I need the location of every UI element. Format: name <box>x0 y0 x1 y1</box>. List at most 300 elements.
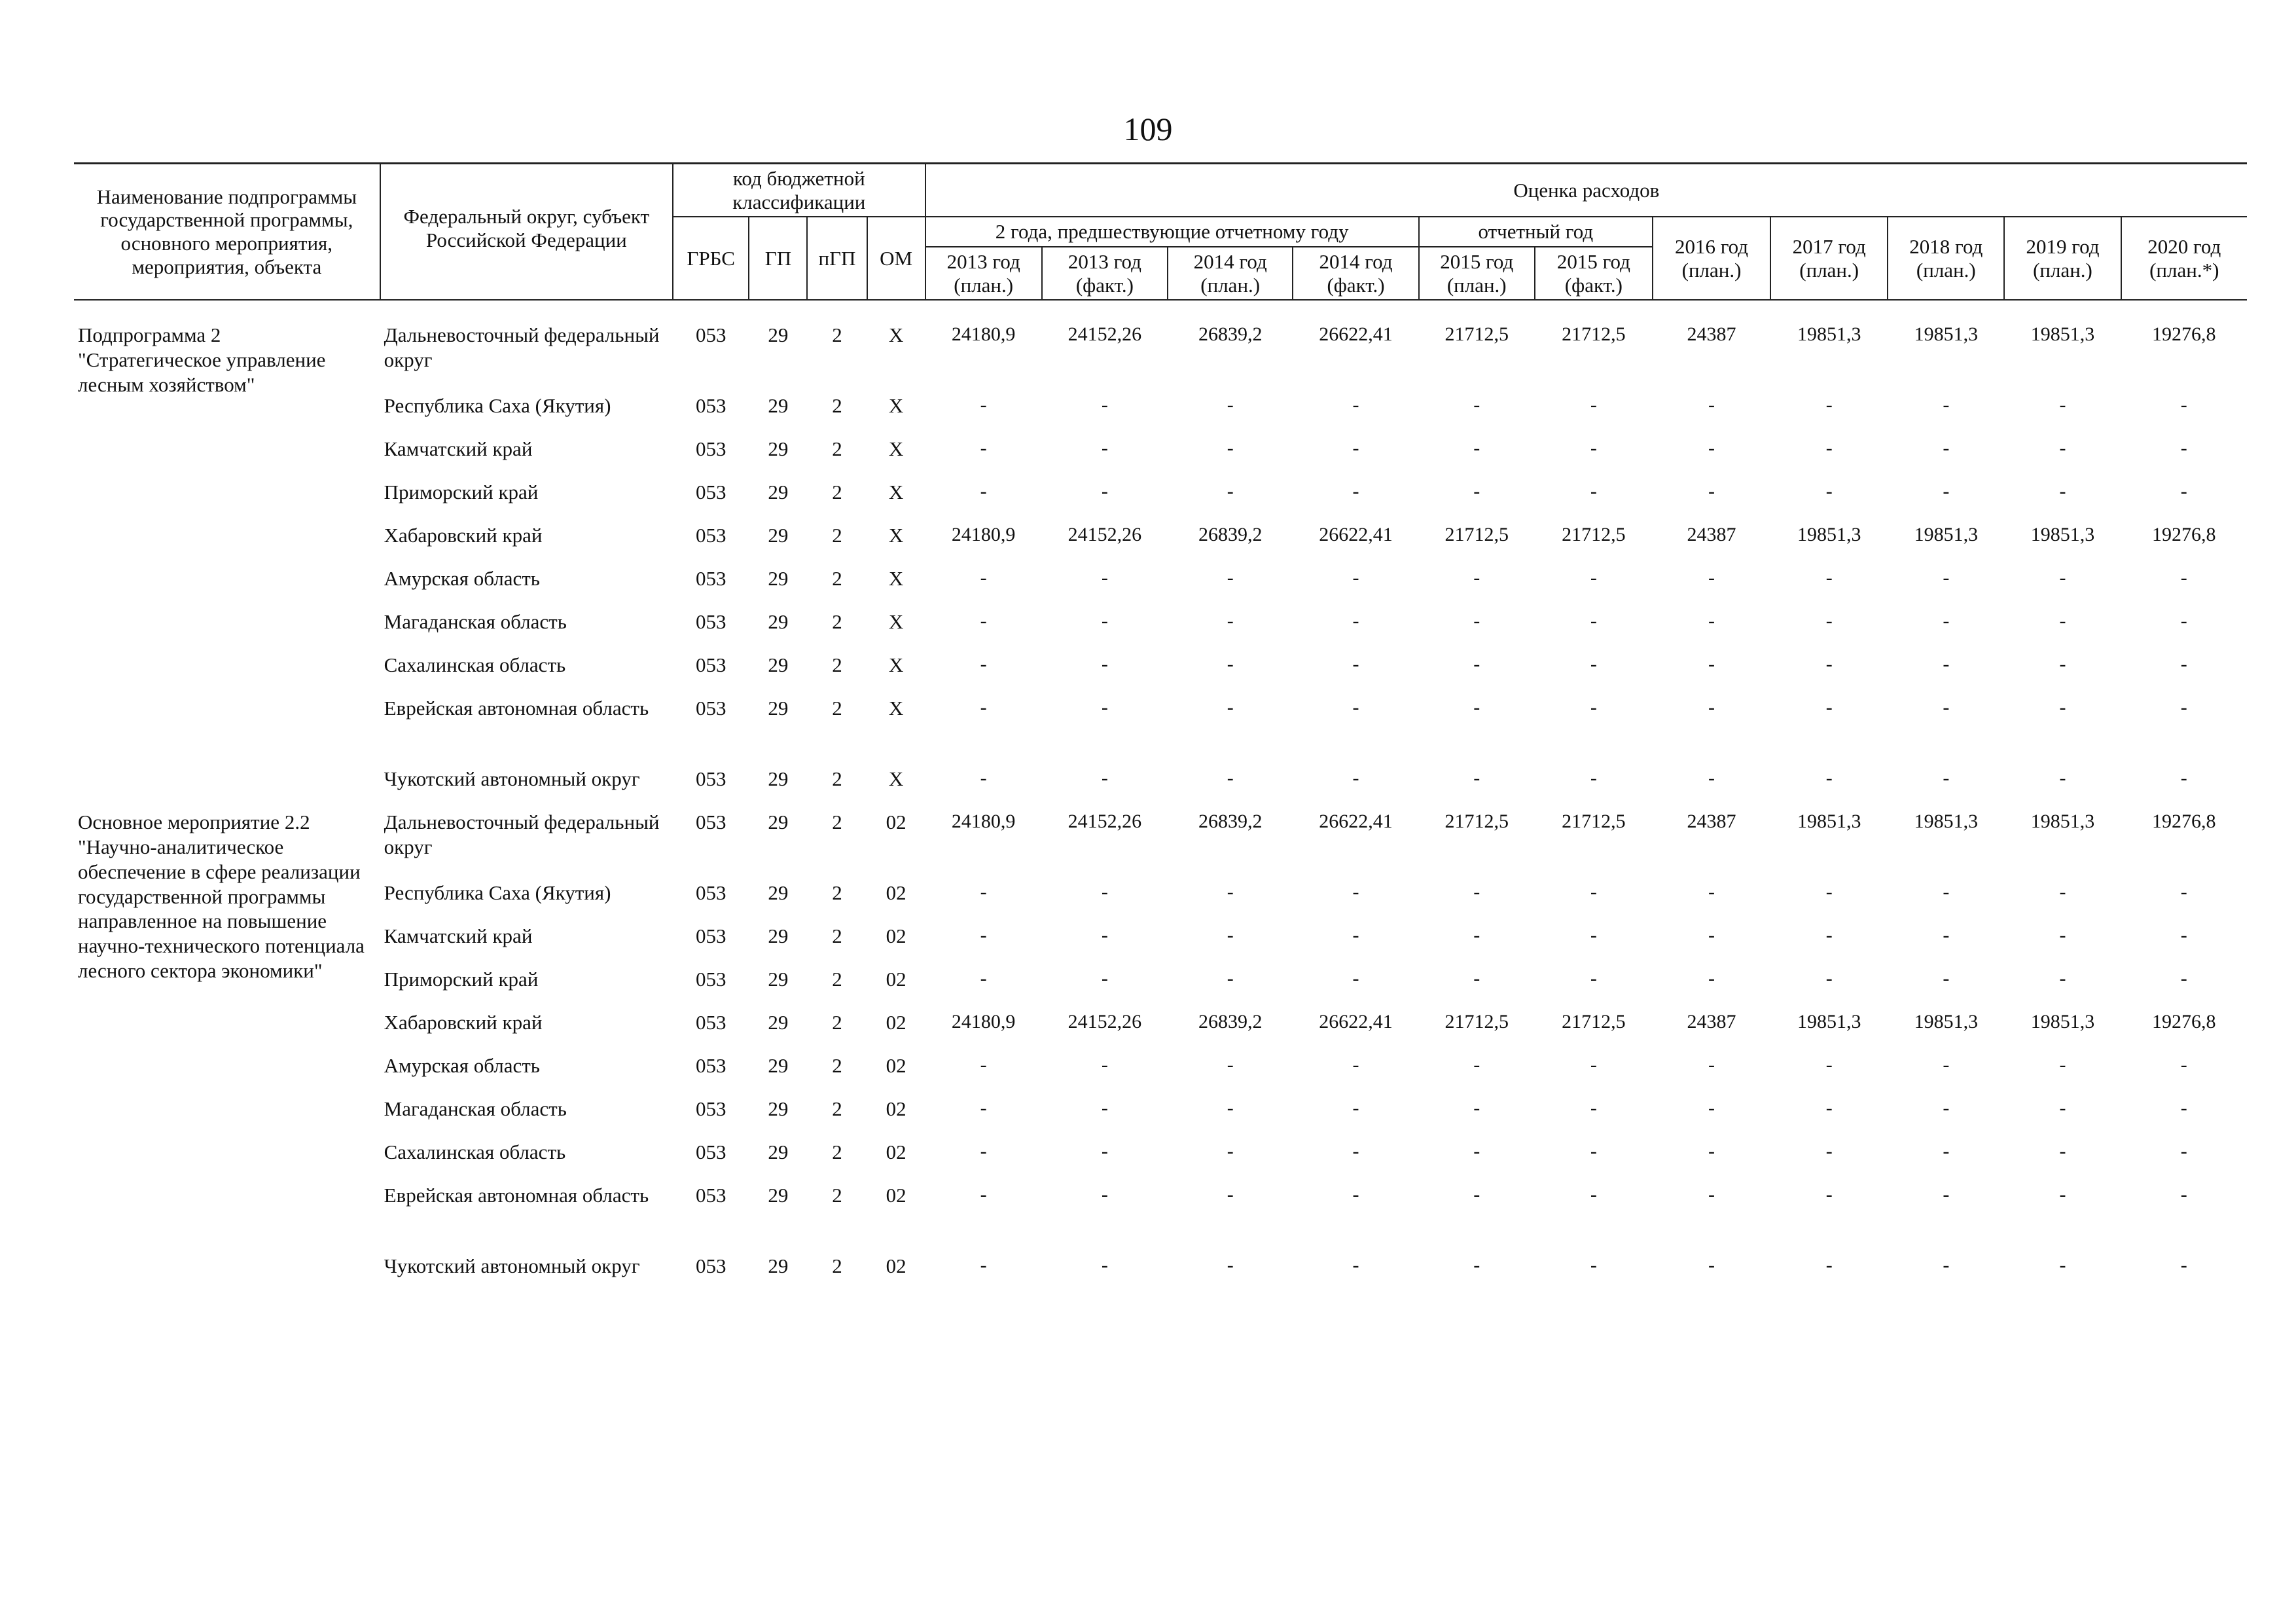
value-cell: - <box>1825 924 1833 947</box>
code-gp-cell: 29 <box>768 697 789 720</box>
value-cell: - <box>1473 1254 1480 1277</box>
value-cell: - <box>2059 1254 2066 1277</box>
value-cell: - <box>1227 394 1234 416</box>
value-cell: 24180,9 <box>951 323 1016 346</box>
value-cell: - <box>1352 567 1359 589</box>
table-row <box>74 878 2247 921</box>
value-cell: 26839,2 <box>1198 811 1263 833</box>
header-estimate-group: Оценка расходов <box>925 164 2247 217</box>
code-grbs-cell: 053 <box>695 567 726 591</box>
code-om-cell: 02 <box>886 811 906 834</box>
expenditure-table <box>74 162 2247 1294</box>
value-cell: - <box>1101 1054 1108 1076</box>
value-cell: - <box>1101 437 1108 460</box>
value-cell: - <box>1825 1184 1833 1206</box>
value-cell: - <box>2059 567 2066 589</box>
code-om-cell: 02 <box>886 1097 906 1121</box>
code-pgp-cell: 2 <box>832 767 842 791</box>
header-code-pgp: пГП <box>807 217 867 300</box>
value-cell: - <box>1825 697 1833 719</box>
value-cell: - <box>1708 1097 1715 1120</box>
code-om-cell: Х <box>888 524 904 547</box>
code-gp-cell: 29 <box>768 653 789 677</box>
code-gp-cell: 29 <box>768 437 789 461</box>
value-cell: - <box>1708 653 1715 676</box>
value-cell: - <box>1943 481 1950 503</box>
value-cell: - <box>1352 1140 1359 1163</box>
value-cell: - <box>1473 881 1480 903</box>
value-cell: - <box>1227 1254 1234 1277</box>
region-cell: Сахалинская область <box>384 1140 566 1164</box>
value-cell: - <box>1943 437 1950 460</box>
value-cell: - <box>980 1097 987 1120</box>
code-gp-cell: 29 <box>768 1254 789 1278</box>
value-cell: - <box>1473 767 1480 790</box>
value-cell: - <box>1227 610 1234 632</box>
code-om-cell: 02 <box>886 1140 906 1164</box>
code-om-cell: Х <box>888 697 904 720</box>
value-cell: - <box>1352 437 1359 460</box>
value-cell: - <box>1825 881 1833 903</box>
value-cell: - <box>980 924 987 947</box>
value-cell: 24152,26 <box>1067 811 1142 833</box>
value-cell: 24152,26 <box>1067 323 1142 346</box>
value-cell: - <box>980 1184 987 1206</box>
code-pgp-cell: 2 <box>832 323 842 347</box>
value-cell: - <box>1473 610 1480 632</box>
value-cell: - <box>1943 653 1950 676</box>
value-cell: - <box>1943 697 1950 719</box>
value-cell: - <box>980 1254 987 1277</box>
code-pgp-cell: 2 <box>832 610 842 634</box>
header-code-om: ОМ <box>867 217 925 300</box>
value-cell: - <box>2059 1097 2066 1120</box>
header-year-2017: 2017 год (план.) <box>1770 217 1888 300</box>
value-cell: - <box>1825 1097 1833 1120</box>
value-cell: - <box>980 881 987 903</box>
table-row <box>74 650 2247 693</box>
code-grbs-cell: 053 <box>695 968 726 991</box>
value-cell: - <box>1825 394 1833 416</box>
value-cell: - <box>1590 1184 1597 1206</box>
value-cell: - <box>2059 1054 2066 1076</box>
code-gp-cell: 29 <box>768 881 789 905</box>
value-cell: 21712,5 <box>1444 524 1509 546</box>
value-cell: - <box>1101 767 1108 790</box>
table-row <box>74 693 2247 764</box>
value-cell: - <box>1590 924 1597 947</box>
region-cell: Чукотский автономный округ <box>384 767 640 791</box>
value-cell: - <box>1590 881 1597 903</box>
value-cell: - <box>1473 1184 1480 1206</box>
value-cell: - <box>1227 924 1234 947</box>
value-cell: - <box>1227 567 1234 589</box>
value-cell: - <box>1101 697 1108 719</box>
header-year-2018: 2018 год (план.) <box>1888 217 2004 300</box>
code-grbs-cell: 053 <box>695 1054 726 1078</box>
value-cell: - <box>2059 924 2066 947</box>
value-cell: 26622,41 <box>1319 1011 1393 1033</box>
value-cell: - <box>1590 767 1597 790</box>
region-cell: Хабаровский край <box>384 524 543 547</box>
code-grbs-cell: 053 <box>695 881 726 905</box>
value-cell: - <box>980 968 987 990</box>
header-year-2013-plan: 2013 год (план.) <box>925 247 1042 300</box>
value-cell: 19851,3 <box>1797 811 1861 833</box>
code-grbs-cell: 053 <box>695 1011 726 1034</box>
value-cell: - <box>1227 1097 1234 1120</box>
value-cell: - <box>1708 767 1715 790</box>
header-year-2013-fact: 2013 год (факт.) <box>1042 247 1168 300</box>
value-cell: - <box>2059 697 2066 719</box>
table-row <box>74 1251 2247 1294</box>
value-cell: - <box>1352 610 1359 632</box>
region-cell: Республика Саха (Якутия) <box>384 394 611 418</box>
value-cell: - <box>1590 1054 1597 1076</box>
code-pgp-cell: 2 <box>832 697 842 720</box>
table-row <box>74 320 2247 391</box>
code-gp-cell: 29 <box>768 567 789 591</box>
code-grbs-cell: 053 <box>695 1254 726 1278</box>
value-cell: - <box>1943 881 1950 903</box>
header-region-column: Федеральный округ, субъект Российской Федерации <box>380 164 673 301</box>
value-cell: - <box>1473 653 1480 676</box>
header-code-group: код бюджетной классификации <box>673 164 925 217</box>
value-cell: - <box>2180 567 2187 589</box>
code-gp-cell: 29 <box>768 1054 789 1078</box>
region-cell: Приморский край <box>384 481 539 504</box>
header-year-2014-plan: 2014 год (план.) <box>1168 247 1293 300</box>
value-cell: - <box>1708 1254 1715 1277</box>
code-om-cell: Х <box>888 437 904 461</box>
value-cell: - <box>980 697 987 719</box>
code-pgp-cell: 2 <box>832 968 842 991</box>
value-cell: 26839,2 <box>1198 323 1263 346</box>
code-grbs-cell: 053 <box>695 437 726 461</box>
value-cell: - <box>2059 767 2066 790</box>
code-grbs-cell: 053 <box>695 610 726 634</box>
value-cell: - <box>1101 481 1108 503</box>
value-cell: - <box>1352 1097 1359 1120</box>
code-om-cell: Х <box>888 767 904 791</box>
value-cell: - <box>1101 567 1108 589</box>
code-grbs-cell: 053 <box>695 1184 726 1207</box>
value-cell: - <box>1590 394 1597 416</box>
code-gp-cell: 29 <box>768 924 789 948</box>
value-cell: - <box>1708 567 1715 589</box>
table-body <box>74 300 2247 1294</box>
value-cell: - <box>1943 1097 1950 1120</box>
value-cell: 21712,5 <box>1562 1011 1626 1033</box>
code-om-cell: Х <box>888 610 904 634</box>
header-prev-years: 2 года, предшествующие отчетному году <box>925 217 1419 247</box>
value-cell: - <box>1943 924 1950 947</box>
value-cell: - <box>1227 437 1234 460</box>
value-cell: - <box>1101 924 1108 947</box>
header-year-2020: 2020 год (план.*) <box>2121 217 2247 300</box>
value-cell: 24180,9 <box>951 524 1016 546</box>
region-cell: Камчатский край <box>384 437 533 461</box>
value-cell: - <box>1943 968 1950 990</box>
code-pgp-cell: 2 <box>832 1097 842 1121</box>
value-cell: 21712,5 <box>1562 524 1626 546</box>
value-cell: - <box>1101 394 1108 416</box>
value-cell: - <box>1590 697 1597 719</box>
value-cell: - <box>1825 1140 1833 1163</box>
code-grbs-cell: 053 <box>695 767 726 791</box>
value-cell: - <box>2059 610 2066 632</box>
value-cell: - <box>2180 1140 2187 1163</box>
code-grbs-cell: 053 <box>695 811 726 834</box>
code-pgp-cell: 2 <box>832 394 842 418</box>
value-cell: - <box>1227 1184 1234 1206</box>
header-year-2019: 2019 год (план.) <box>2004 217 2121 300</box>
value-cell: - <box>1227 481 1234 503</box>
value-cell: - <box>1101 968 1108 990</box>
value-cell: - <box>1227 653 1234 676</box>
value-cell: - <box>980 481 987 503</box>
program-name-cell: Основное мероприятие 2.2 "Научно-аналитическое обеспечение в сфере реализации государственной программы направленное на повышение научно-технического потенциала лесного сектора экономики" <box>78 811 365 983</box>
region-cell: Дальневосточный федеральный округ <box>384 811 660 859</box>
value-cell: - <box>1227 697 1234 719</box>
code-gp-cell: 29 <box>768 1011 789 1034</box>
value-cell: - <box>1352 697 1359 719</box>
value-cell: - <box>2180 968 2187 990</box>
value-cell: - <box>1943 767 1950 790</box>
header-report-year: отчетный год <box>1419 217 1653 247</box>
value-cell: - <box>1101 1140 1108 1163</box>
value-cell: 19851,3 <box>1914 811 1979 833</box>
code-pgp-cell: 2 <box>832 567 842 591</box>
code-gp-cell: 29 <box>768 394 789 418</box>
code-gp-cell: 29 <box>768 1140 789 1164</box>
code-pgp-cell: 2 <box>832 524 842 547</box>
value-cell: - <box>1352 653 1359 676</box>
code-gp-cell: 29 <box>768 524 789 547</box>
value-cell: - <box>980 437 987 460</box>
value-cell: - <box>1352 924 1359 947</box>
value-cell: - <box>980 1140 987 1163</box>
code-om-cell: Х <box>888 481 904 504</box>
code-om-cell: Х <box>888 394 904 418</box>
value-cell: 26622,41 <box>1319 323 1393 346</box>
code-om-cell: 02 <box>886 1184 906 1207</box>
value-cell: - <box>2180 881 2187 903</box>
code-pgp-cell: 2 <box>832 1054 842 1078</box>
value-cell: - <box>2180 1097 2187 1120</box>
value-cell: - <box>980 653 987 676</box>
value-cell: 26622,41 <box>1319 811 1393 833</box>
table-row <box>74 964 2247 1008</box>
value-cell: - <box>1825 610 1833 632</box>
header-year-2015-plan: 2015 год (план.) <box>1419 247 1535 300</box>
value-cell: - <box>2180 1054 2187 1076</box>
value-cell: - <box>1473 567 1480 589</box>
value-cell: 19851,3 <box>2030 323 2095 346</box>
value-cell: - <box>2059 437 2066 460</box>
value-cell: - <box>1825 567 1833 589</box>
value-cell: - <box>1473 1054 1480 1076</box>
value-cell: - <box>1352 1054 1359 1076</box>
value-cell: - <box>2180 924 2187 947</box>
code-gp-cell: 29 <box>768 481 789 504</box>
value-cell: - <box>1825 653 1833 676</box>
code-om-cell: 02 <box>886 1011 906 1034</box>
table-row <box>74 477 2247 520</box>
header-year-2015-fact: 2015 год (факт.) <box>1535 247 1653 300</box>
code-grbs-cell: 053 <box>695 524 726 547</box>
code-pgp-cell: 2 <box>832 1140 842 1164</box>
region-cell: Чукотский автономный округ <box>384 1254 640 1278</box>
value-cell: 19851,3 <box>1914 323 1979 346</box>
table-row <box>74 764 2247 807</box>
value-cell: - <box>2180 767 2187 790</box>
code-om-cell: 02 <box>886 1254 906 1278</box>
value-cell: - <box>1708 437 1715 460</box>
table-row <box>74 520 2247 564</box>
value-cell: 19276,8 <box>2152 811 2216 833</box>
value-cell: - <box>2180 481 2187 503</box>
value-cell: 24180,9 <box>951 811 1016 833</box>
code-gp-cell: 29 <box>768 811 789 834</box>
value-cell: - <box>980 394 987 416</box>
value-cell: - <box>1708 1184 1715 1206</box>
table-row <box>74 1137 2247 1180</box>
value-cell: - <box>1227 968 1234 990</box>
region-cell: Дальневосточный федеральный округ <box>384 323 660 372</box>
value-cell: - <box>1473 924 1480 947</box>
value-cell: - <box>2180 697 2187 719</box>
value-cell: - <box>1825 767 1833 790</box>
value-cell: 26839,2 <box>1198 524 1263 546</box>
code-grbs-cell: 053 <box>695 697 726 720</box>
value-cell: 24387 <box>1687 524 1736 546</box>
value-cell: - <box>1473 394 1480 416</box>
value-cell: - <box>2059 481 2066 503</box>
value-cell: - <box>1352 394 1359 416</box>
value-cell: - <box>2059 1184 2066 1206</box>
value-cell: - <box>1473 697 1480 719</box>
value-cell: - <box>1352 1254 1359 1277</box>
value-cell: - <box>1227 881 1234 903</box>
code-grbs-cell: 053 <box>695 1097 726 1121</box>
table-row <box>74 434 2247 477</box>
value-cell: - <box>1101 881 1108 903</box>
value-cell: 21712,5 <box>1562 811 1626 833</box>
value-cell: 24387 <box>1687 811 1736 833</box>
code-om-cell: 02 <box>886 1054 906 1078</box>
table-row <box>74 564 2247 607</box>
table-row <box>74 1180 2247 1251</box>
value-cell: 24387 <box>1687 1011 1736 1033</box>
code-gp-cell: 29 <box>768 610 789 634</box>
code-pgp-cell: 2 <box>832 1254 842 1278</box>
value-cell: - <box>1943 1140 1950 1163</box>
code-grbs-cell: 053 <box>695 1140 726 1164</box>
table-row <box>74 1051 2247 1094</box>
value-cell: - <box>1590 1140 1597 1163</box>
table-header <box>74 164 2247 301</box>
value-cell: 21712,5 <box>1444 323 1509 346</box>
value-cell: - <box>1590 1097 1597 1120</box>
code-grbs-cell: 053 <box>695 924 726 948</box>
value-cell: - <box>1825 481 1833 503</box>
code-grbs-cell: 053 <box>695 481 726 504</box>
value-cell: - <box>1590 968 1597 990</box>
code-pgp-cell: 2 <box>832 1011 842 1034</box>
value-cell: - <box>1352 1184 1359 1206</box>
value-cell: - <box>1943 610 1950 632</box>
region-cell: Приморский край <box>384 968 539 991</box>
code-om-cell: 02 <box>886 881 906 905</box>
value-cell: - <box>980 567 987 589</box>
value-cell: - <box>1943 394 1950 416</box>
value-cell: - <box>1101 1097 1108 1120</box>
value-cell: - <box>2180 653 2187 676</box>
code-pgp-cell: 2 <box>832 437 842 461</box>
value-cell: 19851,3 <box>1797 524 1861 546</box>
value-cell: - <box>1590 1254 1597 1277</box>
value-cell: 24152,26 <box>1067 1011 1142 1033</box>
value-cell: - <box>1590 610 1597 632</box>
region-cell: Магаданская область <box>384 1097 567 1121</box>
region-cell: Магаданская область <box>384 610 567 634</box>
value-cell: - <box>1708 1140 1715 1163</box>
code-gp-cell: 29 <box>768 767 789 791</box>
value-cell: - <box>1708 610 1715 632</box>
value-cell: 24180,9 <box>951 1011 1016 1033</box>
region-cell: Камчатский край <box>384 924 533 948</box>
code-grbs-cell: 053 <box>695 394 726 418</box>
code-om-cell: Х <box>888 653 904 677</box>
code-gp-cell: 29 <box>768 323 789 347</box>
value-cell: - <box>1227 1054 1234 1076</box>
header-year-2014-fact: 2014 год (факт.) <box>1293 247 1418 300</box>
value-cell: - <box>1590 653 1597 676</box>
code-om-cell: Х <box>888 567 904 591</box>
value-cell: 19851,3 <box>1797 323 1861 346</box>
region-cell: Республика Саха (Якутия) <box>384 881 611 905</box>
value-cell: - <box>1825 1254 1833 1277</box>
value-cell: - <box>1708 481 1715 503</box>
value-cell: - <box>2180 1184 2187 1206</box>
code-om-cell: 02 <box>886 924 906 948</box>
value-cell: - <box>980 767 987 790</box>
code-pgp-cell: 2 <box>832 811 842 834</box>
value-cell: - <box>1473 968 1480 990</box>
value-cell: - <box>2180 437 2187 460</box>
value-cell: - <box>1708 1054 1715 1076</box>
value-cell: 19851,3 <box>2030 1011 2095 1033</box>
value-cell: 19276,8 <box>2152 323 2216 346</box>
value-cell: - <box>1825 968 1833 990</box>
value-cell: - <box>2059 1140 2066 1163</box>
table-row <box>74 1008 2247 1051</box>
table-row <box>74 607 2247 650</box>
program-name-cell: Подпрограмма 2 "Стратегическое управление лесным хозяйством" <box>78 323 326 396</box>
value-cell: - <box>1590 481 1597 503</box>
value-cell: - <box>1227 767 1234 790</box>
value-cell: - <box>1352 968 1359 990</box>
value-cell: 19276,8 <box>2152 524 2216 546</box>
value-cell: - <box>1473 437 1480 460</box>
value-cell: 19851,3 <box>2030 524 2095 546</box>
value-cell: - <box>2180 1254 2187 1277</box>
value-cell: - <box>1590 567 1597 589</box>
value-cell: - <box>1101 610 1108 632</box>
value-cell: - <box>1101 1184 1108 1206</box>
value-cell: - <box>2059 881 2066 903</box>
